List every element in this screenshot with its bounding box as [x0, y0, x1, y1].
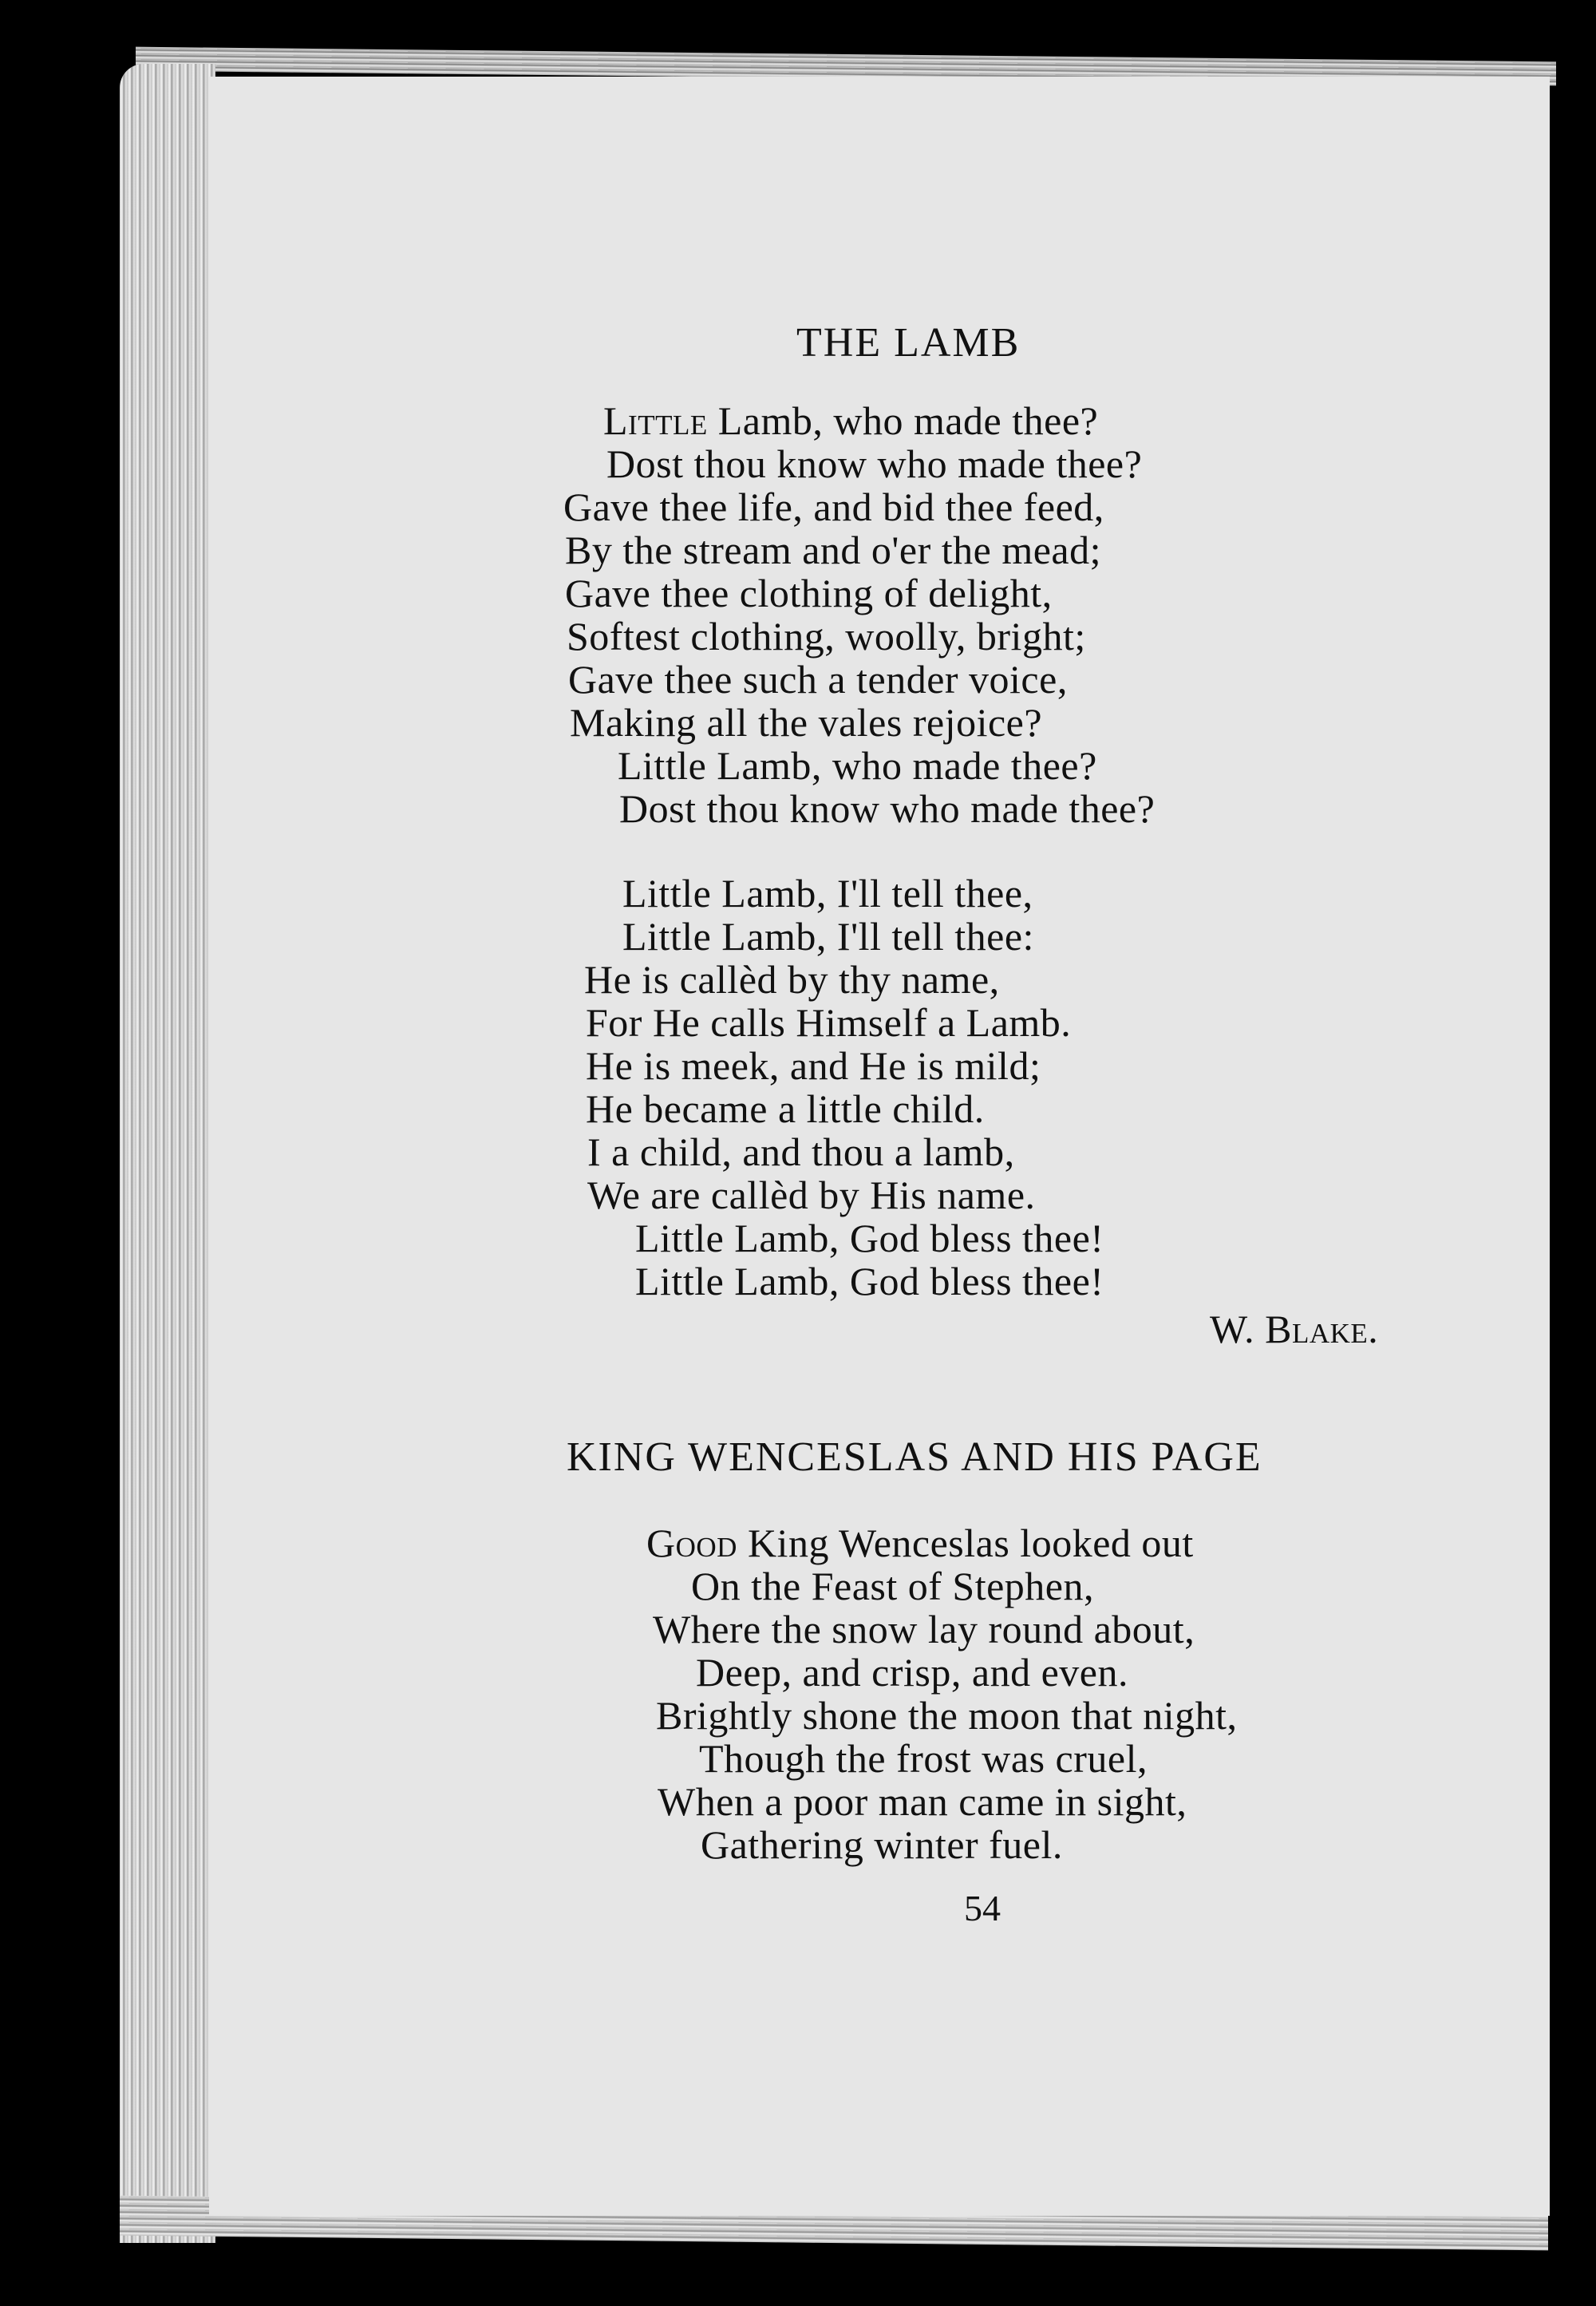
- poem-line: Gave thee clothing of delight,: [565, 571, 1053, 615]
- poem-line: Though the frost was cruel,: [699, 1736, 1148, 1781]
- poem-first-line-rest: King Wenceslas looked out: [737, 1521, 1194, 1565]
- poem-line: By the stream and o'er the mead;: [565, 528, 1102, 572]
- poem-line: Little Lamb, God bless thee!: [635, 1259, 1104, 1303]
- poem-line: Little Lamb, I'll tell thee:: [622, 914, 1034, 959]
- poem-line: Little Lamb, I'll tell thee,: [622, 871, 1033, 916]
- poem-line: We are callèd by His name.: [587, 1173, 1036, 1217]
- poem-line: [646, 1520, 1194, 1566]
- poem-line: Gave thee such a tender voice,: [568, 657, 1068, 702]
- poem-line: [603, 398, 1098, 444]
- poem-line: Deep, and crisp, and even.: [696, 1650, 1128, 1695]
- poem-line: Dost thou know who made thee?: [606, 441, 1143, 486]
- poem-attribution: [1210, 1306, 1378, 1352]
- author-initial: W.: [1210, 1307, 1255, 1351]
- poem-line: Brightly shone the moon that night,: [656, 1693, 1238, 1738]
- poem-line: Little Lamb, God bless thee!: [635, 1216, 1104, 1260]
- poem-line: On the Feast of Stephen,: [691, 1564, 1094, 1608]
- page-number: 54: [964, 1888, 1001, 1928]
- poem-line: He is meek, and He is mild;: [586, 1043, 1041, 1088]
- poem-first-line-rest: Lamb, who made thee?: [707, 398, 1099, 443]
- poem-line: Little Lamb, who made thee?: [618, 743, 1097, 788]
- poem-line: Gathering winter fuel.: [701, 1822, 1063, 1867]
- poem-line: When a poor man came in sight,: [658, 1779, 1187, 1824]
- author-name: Blake.: [1265, 1307, 1379, 1351]
- poem-line: Dost thou know who made thee?: [619, 786, 1156, 831]
- poem-title-king-wenceslas: KING WENCESLAS AND HIS PAGE: [567, 1434, 1262, 1480]
- poem-line: I a child, and thou a lamb,: [587, 1129, 1015, 1174]
- page-edges-left: [120, 64, 215, 2243]
- poem-line: He is callèd by thy name,: [584, 957, 1000, 1002]
- poem-first-word: Good: [646, 1521, 737, 1565]
- poem-line: Gave thee life, and bid thee feed,: [563, 485, 1104, 529]
- poem-line: Where the snow lay round about,: [653, 1607, 1195, 1651]
- poem-first-word: Little: [603, 398, 708, 443]
- poem-line: He became a little child.: [586, 1086, 985, 1131]
- poem-line: Making all the vales rejoice?: [570, 700, 1043, 745]
- poem-line: Softest clothing, woolly, bright;: [567, 614, 1086, 659]
- poem-line: For He calls Himself a Lamb.: [586, 1000, 1072, 1045]
- poem-title-the-lamb: THE LAMB: [796, 320, 1021, 366]
- book-page: [209, 77, 1550, 2216]
